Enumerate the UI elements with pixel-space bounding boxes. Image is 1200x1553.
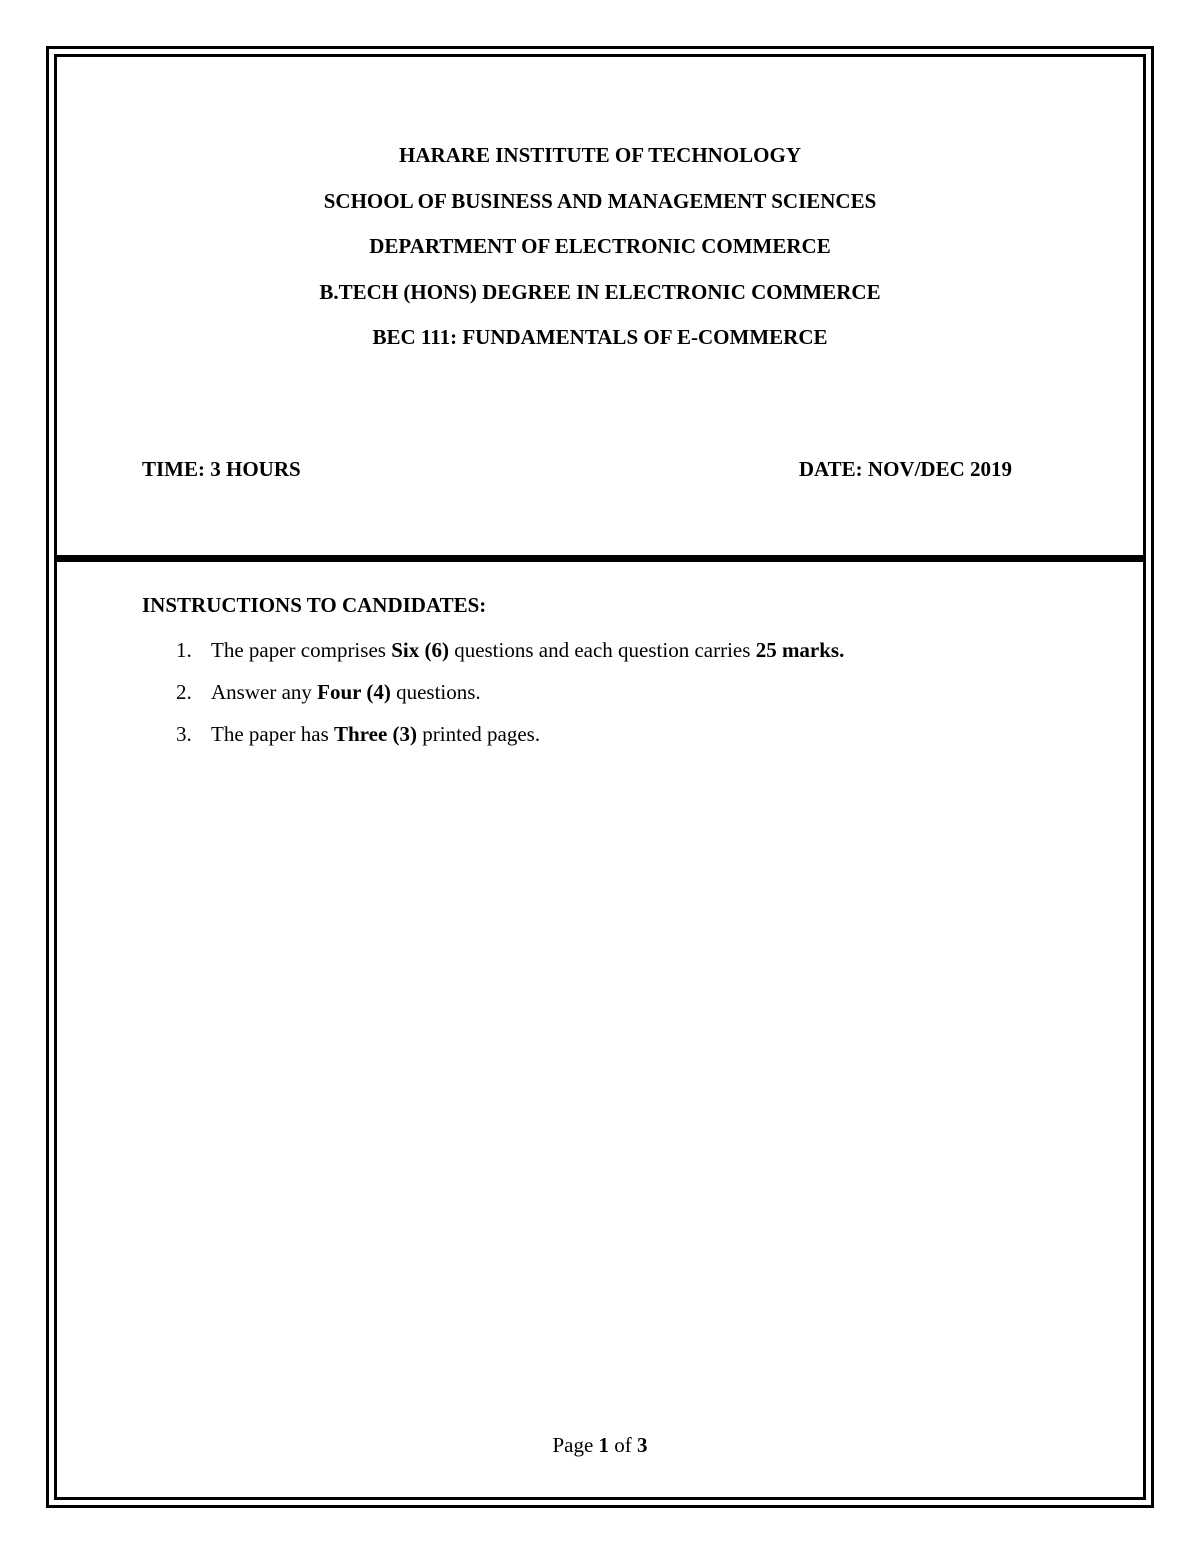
department-name: DEPARTMENT OF ELECTRONIC COMMERCE: [369, 234, 831, 258]
course-title: BEC 111: FUNDAMENTALS OF E-COMMERCE: [372, 325, 828, 349]
instruction-number: 1.: [176, 638, 192, 662]
text-run: printed pages.: [417, 722, 541, 746]
text-run: questions and each question carries: [448, 638, 756, 662]
page-of: of: [609, 1433, 638, 1457]
page-number-footer: [0, 1433, 1200, 1458]
section-divider: [54, 555, 1146, 562]
instruction-text: [211, 636, 844, 664]
text-run-bold: Three (3): [334, 722, 418, 746]
instructions-heading: INSTRUCTIONS TO CANDIDATES:: [142, 593, 487, 617]
degree-name: B.TECH (HONS) DEGREE IN ELECTRONIC COMMERCE: [319, 279, 881, 304]
page-total: 3: [637, 1433, 648, 1457]
text-run-bold: Six (6): [391, 638, 449, 662]
text-run: The paper comprises: [211, 638, 392, 662]
instruction-number: 3.: [176, 722, 192, 746]
institution-name: HARARE INSTITUTE OF TECHNOLOGY: [399, 143, 801, 167]
exam-date: DATE: NOV/DEC 2019: [798, 457, 1012, 481]
page-label: Page: [552, 1433, 599, 1457]
text-run: Answer any: [211, 680, 318, 704]
text-run-bold: 25 marks.: [755, 638, 845, 662]
exam-header: [0, 138, 1200, 366]
school-name: SCHOOL OF BUSINESS AND MANAGEMENT SCIENCES: [323, 188, 877, 213]
text-run: questions.: [390, 680, 481, 704]
instruction-text: [211, 678, 481, 706]
text-run-bold: Four (4): [317, 680, 391, 704]
text-run: The paper has: [211, 722, 335, 746]
exam-time: TIME: 3 HOURS: [142, 457, 301, 481]
page-current: 1: [598, 1433, 610, 1457]
instruction-text: [211, 720, 540, 748]
instruction-number: 2.: [176, 680, 192, 704]
